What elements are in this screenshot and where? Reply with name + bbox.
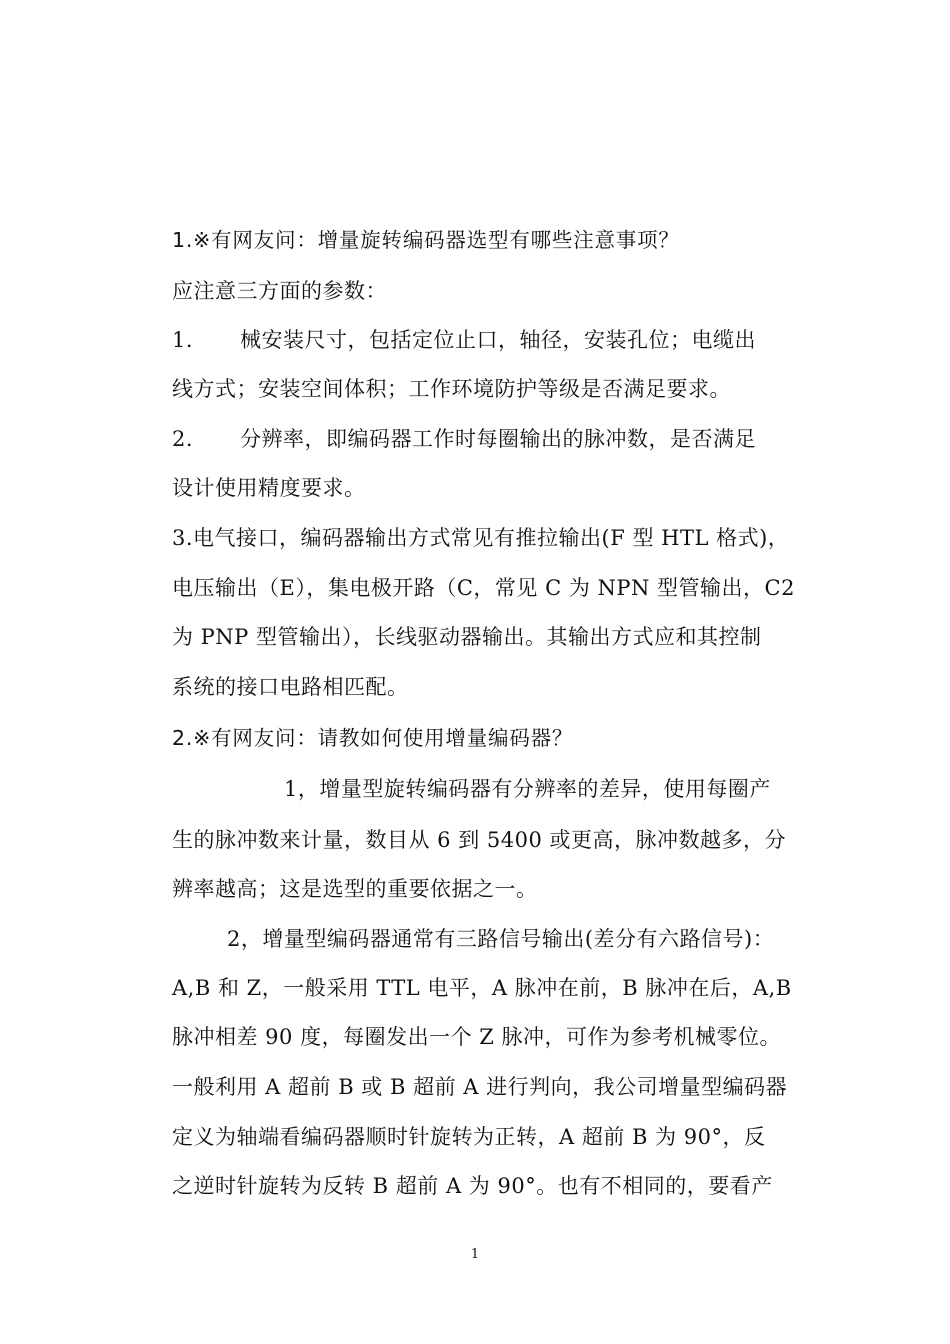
q1-item-3-line-2: 电压输出（E），集电极开路（C，常见 C 为 NPN 型管输出，C2 — [172, 576, 795, 600]
q1-item-2-number: 2. — [172, 427, 194, 451]
q2-para-2-line-2: A,B 和 Z，一般采用 TTL 电平，A 脉冲在前，B 脉冲在后，A,B — [172, 976, 792, 1000]
q2-para-1-line-2: 生的脉冲数来计量，数目从 6 到 5400 或更高，脉冲数越多，分 — [172, 828, 787, 852]
q2-para-1-line-1: 1，增量型旋转编码器有分辨率的差异，使用每圈产 — [284, 777, 771, 801]
q2-para-2-line-6: 之逆时针旋转为反转 B 超前 A 为 90°。也有不相同的，要看产 — [172, 1174, 773, 1198]
q1-item-3-line-3: 为 PNP 型管输出），长线驱动器输出。其输出方式应和其控制 — [172, 625, 762, 649]
question-1-heading: 1.※有网友问：增量旋转编码器选型有哪些注意事项？ — [172, 228, 680, 252]
q1-item-3-line-4: 系统的接口电路相匹配。 — [172, 675, 409, 699]
page-number: 1 — [470, 1247, 480, 1262]
q2-para-2-line-1: 2，增量型编码器通常有三路信号输出(差分有六路信号)： — [227, 927, 775, 951]
q1-item-3-line-1: 3.电气接口，编码器输出方式常见有推拉输出(F 型 HTL 格式)， — [172, 526, 790, 550]
q1-item-2-line-2: 设计使用精度要求。 — [172, 476, 366, 500]
q1-item-2-line-1 — [172, 426, 756, 452]
q1-item-1-number: 1. — [172, 328, 194, 352]
q1-item-1-text: 械安装尺寸，包括定位止口，轴径，安装孔位；电缆出 — [240, 328, 756, 352]
q1-item-1-line-2: 线方式；安装空间体积；工作环境防护等级是否满足要求。 — [172, 377, 731, 401]
q2-para-2-line-4: 一般利用 A 超前 B 或 B 超前 A 进行判向，我公司增量型编码器 — [172, 1075, 788, 1099]
q1-item-2-text: 分辨率，即编码器工作时每圈输出的脉冲数，是否满足 — [240, 427, 756, 451]
question-2-heading: 2.※有网友问：请教如何使用增量编码器？ — [172, 726, 574, 750]
q2-para-1-line-3: 辨率越高；这是选型的重要依据之一。 — [172, 877, 538, 901]
q2-para-2-line-3: 脉冲相差 90 度，每圈发出一个 Z 脉冲，可作为参考机械零位。 — [172, 1025, 782, 1049]
q1-intro-text: 应注意三方面的参数： — [172, 279, 387, 303]
q2-para-2-line-5: 定义为轴端看编码器顺时针旋转为正转，A 超前 B 为 90°，反 — [172, 1125, 766, 1149]
q1-item-1-line-1 — [172, 327, 756, 353]
